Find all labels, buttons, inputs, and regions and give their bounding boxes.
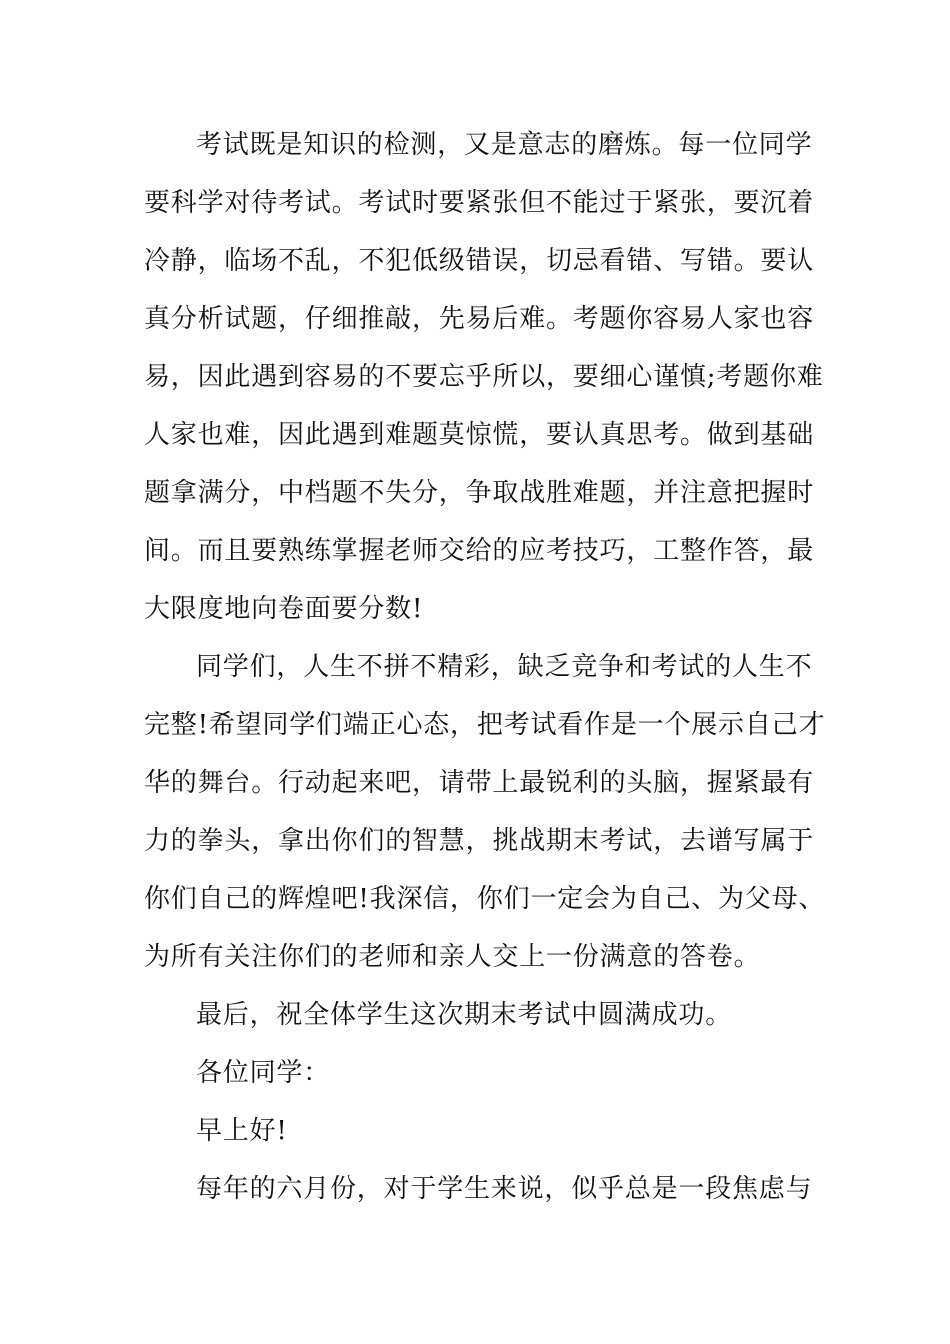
text-line: 易，因此遇到容易的不要忘乎所以，要细心谨慎;考题你难: [144, 362, 824, 392]
text-line: 最后，祝全体学生这次期末考试中圆满成功。: [196, 1000, 733, 1030]
text-line: 每年的六月份，对于学生来说，似乎总是一段焦虑与: [196, 1174, 813, 1204]
text-line: 完整!希望同学们端正心态，把考试看作是一个展示自己才: [144, 710, 826, 740]
text-line: 各位同学：: [196, 1058, 331, 1088]
text-line: 华的舞台。行动起来吧，请带上最锐利的头脑，握紧最有: [144, 768, 815, 798]
text-line: 题拿满分，中档题不失分，争取战胜难题，并注意把握时: [144, 478, 815, 508]
paragraph-encouragement: [144, 638, 826, 986]
body-text: [144, 116, 826, 1218]
paragraph-closing-wish: [144, 986, 814, 1044]
text-line: 冷静，临场不乱，不犯低级错误，切忌看错、写错。要认: [144, 246, 815, 276]
text-line: 真分析试题，仔细推敲，先易后难。考题你容易人家也容: [144, 304, 815, 334]
text-line: 间。而且要熟练掌握老师交给的应考技巧，工整作答，最: [144, 536, 815, 566]
text-line: 要科学对待考试。考试时要紧张但不能过于紧张，要沉着: [144, 188, 815, 218]
text-line: 同学们，人生不拼不精彩，缺乏竞争和考试的人生不: [196, 652, 813, 682]
paragraph-greeting: [144, 1102, 814, 1160]
text-line: 为所有关注你们的老师和亲人交上一份满意的答卷。: [144, 942, 761, 972]
text-line: 早上好!: [196, 1116, 288, 1146]
text-line: 考试既是知识的检测，又是意志的磨炼。每一位同学: [196, 130, 813, 160]
paragraph-salutation: [144, 1044, 814, 1102]
text-line: 力的拳头，拿出你们的智慧，挑战期末考试，去谱写属于: [144, 826, 815, 856]
text-line: 人家也难，因此遇到难题莫惊慌，要认真思考。做到基础: [144, 420, 815, 450]
paragraph-exam-attitude: [144, 116, 824, 638]
paragraph-june-intro: [144, 1160, 814, 1218]
text-line: 你们自己的辉煌吧!我深信，你们一定会为自己、为父母、: [144, 884, 826, 914]
text-line: 大限度地向卷面要分数!: [144, 594, 424, 624]
